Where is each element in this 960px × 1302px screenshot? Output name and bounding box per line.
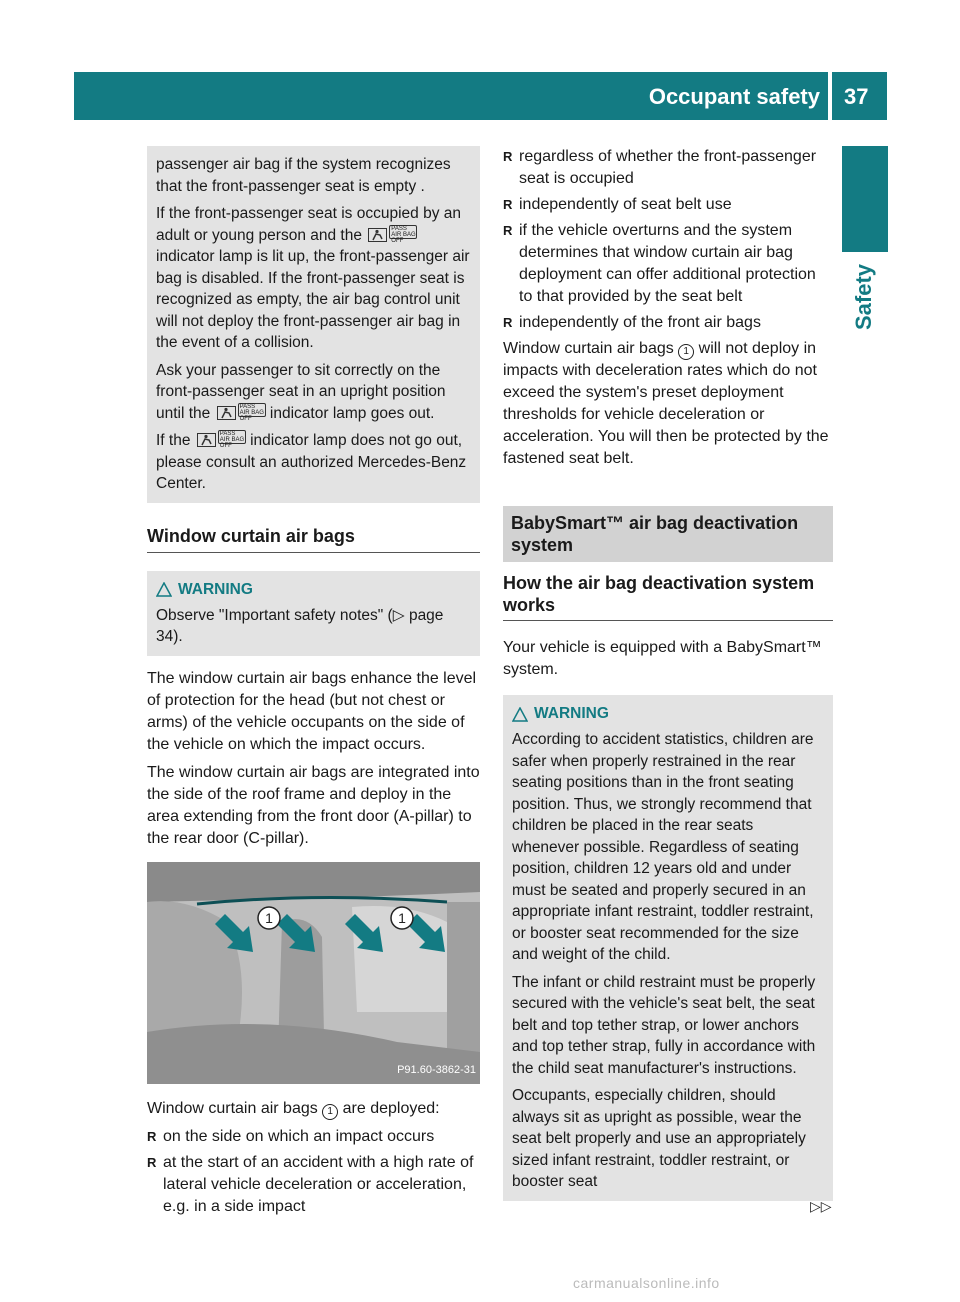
body-paragraph: Your vehicle is equipped with a BabySmart™ system. [503, 639, 822, 678]
figure-caption: Window curtain air bags 1 are deployed: [147, 1098, 480, 1120]
info-box-passenger-airbag [147, 146, 480, 503]
list-item: R at the start of an accident with a high rate of lateral vehicle deceleration or acceleration, e.g. in a side impact [147, 1152, 480, 1218]
pass-airbag-off-lamp-icon: PASS AIR BAG OFF [219, 431, 245, 449]
callout-number: 1 [678, 344, 694, 360]
warning-triangle-icon [156, 582, 172, 597]
pass-airbag-off-lamp-icon: PASS AIR BAG OFF [391, 225, 416, 244]
info-paragraph: Ask your passenger to sit correctly on the front-passenger seat in an upright position until the PASS AIR BAG OFF indicator lamp goes out. [156, 361, 446, 422]
callout-number: 1 [322, 1104, 338, 1120]
list-item: R independently of seat belt use [503, 194, 833, 216]
subsection-heading: How the air bag deactivation system works [503, 572, 833, 621]
page-header-title: Occupant safety [648, 84, 820, 109]
warning-triangle-icon [512, 707, 528, 722]
deployment-bullets-continued [503, 146, 833, 334]
warning-heading: WARNING [156, 579, 471, 601]
page-number: 37 [844, 84, 869, 109]
watermark: carmanualsonline.info [573, 1275, 720, 1291]
curtain-airbag-illustration [147, 862, 480, 1084]
info-paragraph: If the front-passenger seat is occupied by an adult or young person and the PASS AIR BAG OFF indicator lamp is lit up, the front-passenger air bag is disabled. If the front-passenger seat is recognized as empty, the air bag control unit will not deploy the front-passenger air bag in the event of a collision. [156, 205, 470, 351]
child-seat-lamp-icon [197, 433, 216, 447]
body-paragraph: Window curtain air bags 1 will not deploy in impacts with deceleration rates which do not exceed the system's preset deployment thresholds for vehicle deceleration or acceleration. You will then be protected by the fastened seat belt. [503, 340, 829, 467]
warning-box [503, 695, 833, 1201]
info-paragraph: If the PASS AIR BAG OFF indicator lamp does not go out, please consult an authorized Mercedes-Benz Center. [156, 431, 467, 492]
warning-box [147, 571, 480, 656]
svg-text:1: 1 [398, 909, 406, 926]
pass-airbag-off-lamp-icon: PASS AIR BAG OFF [239, 403, 264, 422]
header-separator [828, 72, 832, 120]
list-item: R if the vehicle overturns and the system determines that window curtain air bag deployment can offer additional protection to that provided by the seat belt [503, 220, 833, 308]
right-column [503, 146, 833, 1201]
continue-arrows: ▷▷ [810, 1198, 832, 1214]
warning-heading: WARNING [512, 703, 824, 725]
deployment-bullets [147, 1126, 480, 1218]
chapter-tab [842, 146, 888, 252]
left-column [147, 146, 480, 1222]
body-paragraph: The window curtain air bags enhance the level of protection for the head (but not chest or arms) of the vehicle occupants on the side of the vehicle on which the impact occurs. [147, 669, 477, 753]
section-heading-window-curtain: Window curtain air bags [147, 525, 480, 553]
warning-text: The infant or child restraint must be properly secured with the vehicle's seat belt, the seat belt and top tether strap, or lower anchors and top tether strap, fully in accordance with the child seat manufacturer's instructions. [512, 973, 816, 1077]
list-item: R independently of the front air bags [503, 312, 833, 334]
figure-code: P91.60-3862-31 [397, 1063, 476, 1076]
warning-text: Occupants, especially children, should always sit as upright as possible, wear the seat belt properly and use an appropriately sized infant restraint, toddler restraint, or booster seat [512, 1087, 806, 1190]
child-seat-lamp-icon [368, 228, 387, 242]
svg-text:1: 1 [265, 909, 273, 926]
list-item: R on the side on which an impact occurs [147, 1126, 480, 1148]
info-paragraph: passenger air bag if the system recognizes that the front-passenger seat is empty . [156, 156, 451, 195]
body-paragraph: The window curtain air bags are integrated into the side of the roof frame and deploy in the area extending from the front door (A-pillar) to the rear door (C-pillar). [147, 763, 480, 847]
curtain-airbag-figure [147, 862, 480, 1084]
list-item: R regardless of whether the front-passenger seat is occupied [503, 146, 833, 190]
child-seat-lamp-icon [217, 406, 236, 420]
warning-text: Observe "Important safety notes" (▷ page 34). [156, 606, 444, 645]
warning-text: According to accident statistics, children are safer when properly restrained in the rear seating positions than in the front seating position. Thus, we strongly recommend that children be placed in the rear seats whenever possible. Regardless of seating position, children 12 years old and under must be seated and properly secured in an appropriate infant restraint, toddler restraint, or booster seat recommended for the size and weight of the child. [512, 731, 814, 963]
chapter-heading-babysmart: BabySmart™ air bag deactivation system [503, 506, 833, 562]
chapter-side-label: Safety [851, 263, 876, 330]
